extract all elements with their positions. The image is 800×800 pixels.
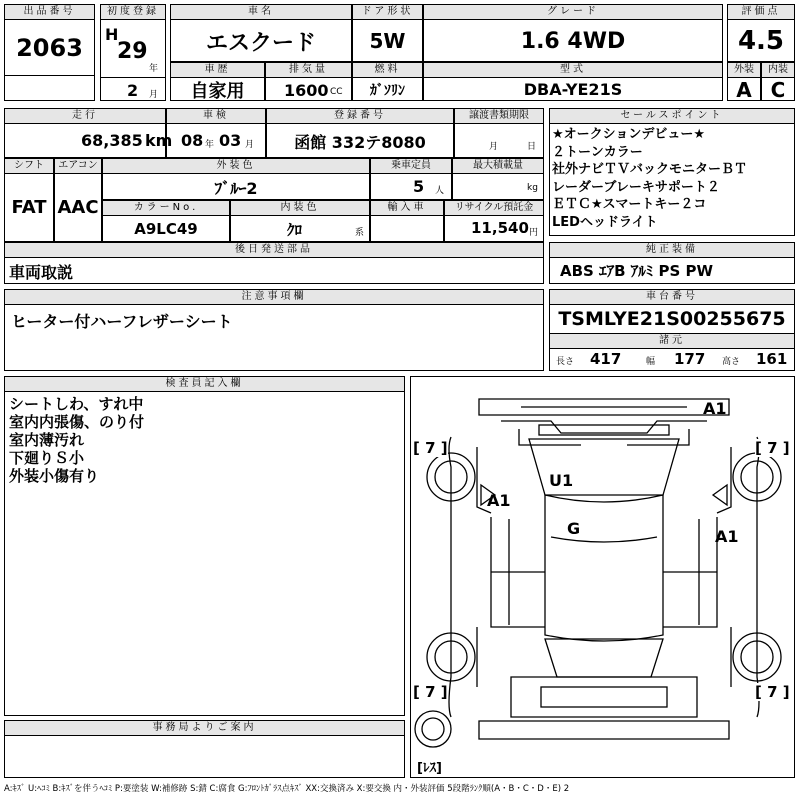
first-reg-label: 初度登録 [101,5,165,20]
door-label: ドア形状 [353,5,422,20]
int-color: ｸﾛ [287,221,303,239]
lot-box [4,4,95,101]
inspector-label: 検査員記入欄 [5,377,404,392]
displacement-box [265,62,352,101]
transfer-label: 譲渡書類期限 [455,109,543,124]
fuel-label: 燃料 [353,63,422,78]
km-unit: km [145,131,173,150]
grade: 1.6 4WD [520,28,626,54]
length-label: 長さ [556,357,575,367]
transfer-day: 日 [527,142,537,152]
score-label: 評価点 [728,5,794,20]
int-color-box [230,200,370,242]
legend: A:ｷｽﾞ U:ﾍｺﾐ B:ｷｽﾞを伴うﾍｺﾐ P:要塗装 W:補修跡 S:錆 C:腐食 G:ﾌﾛﾝﾄｶﾞﾗｽ点ｷｽﾞ XX:交換済み X:要交換 内・外装評価 5段階ﾗﾝｸ順(A・B・C・D・E) 2 [4,784,570,794]
mileage: 68,385 [81,131,143,150]
int-box [761,62,795,101]
era: H [105,25,119,44]
capacity-box [370,158,452,200]
insp-month-unit: 月 [245,140,255,150]
inspection-box [166,108,266,158]
chassis-number: TSMLYE21S00255675 [558,308,786,330]
displacement: 1600 [284,81,329,100]
transfer-box [454,108,544,158]
chassis-label: 車台番号 [550,290,794,305]
sales-box [549,108,795,236]
notes: ヒーター付ハーフレザーシート [11,312,233,331]
spare-tire: [ﾚｽ] [417,761,442,776]
car-outline-icon [411,377,796,779]
door-type: 5W [369,29,406,53]
width-label: 幅 [646,357,656,367]
load-label: 最大積載量 [453,159,543,174]
later-parts-box [4,242,544,284]
height-label: 高さ [722,357,741,367]
inspection-label: 車検 [167,109,265,124]
inspector-note: シートしわ、すれ中 [9,395,144,413]
notes-box [4,289,544,371]
width: 177 [674,350,706,368]
later-parts: 車両取説 [9,263,74,282]
shift-box [4,158,54,242]
shift-label: シフト [5,159,53,174]
load-unit: kg [527,183,538,193]
office-box [4,720,405,778]
score-box [727,4,795,62]
fuel-box [352,62,423,101]
recycle-fee: 11,540 [471,219,529,237]
damage-u1-hood: U1 [549,471,574,490]
month-unit: 月 [149,90,159,100]
insp-month: 03 [219,131,242,150]
damage-a1-left: A1 [487,491,511,510]
score: 4.5 [737,26,785,56]
reg-month: 2 [127,81,139,100]
tire-rear-left: [ 7 ] [413,683,448,701]
first-reg-box [100,4,166,101]
reg-year: 29 [117,39,148,64]
fuel: ｶﾞｿﾘﾝ [370,82,405,99]
shift: FAT [11,196,47,218]
sales-point: ２トーンカラー [552,144,643,160]
equipment: ABS ｴｱB ｱﾙﾐ PS PW [560,262,714,280]
car-name-box [170,4,352,62]
sales-point: ＥＴＣ★スマートキー２コ [552,197,707,212]
sales-label: セールスポイント [550,109,794,124]
ext-label: 外装 [728,63,760,78]
inspector-note: 下廻りＳ小 [9,449,85,467]
tire-front-right: [ 7 ] [755,439,790,457]
load-box [452,158,544,200]
notes-label: 注意事項欄 [5,290,543,305]
tire-front-left: [ 7 ] [413,439,448,457]
recycle-label: リサイクル預託金 [445,201,543,216]
inspector-note: 室内薄汚れ [9,431,85,449]
import-box [370,200,444,242]
capacity-label: 乗車定員 [371,159,451,174]
ext-box [727,62,761,101]
cc-unit: CC [330,87,343,97]
year-unit: 年 [149,64,159,74]
grade-label: グレード [424,5,722,20]
grade-box [423,4,723,62]
sales-point: LEDヘッドライト [552,214,658,230]
door-box [352,4,423,62]
int-label: 内装 [762,63,794,78]
damage-a1-front: A1 [703,399,727,418]
equipment-label: 純正装備 [550,243,794,258]
ac: AAC [57,196,99,218]
color-label: 外装色 [103,159,369,174]
color-no-box [102,200,230,242]
mileage-label: 走行 [5,109,165,124]
recycle-box [444,200,544,242]
int-grade: C [770,77,786,102]
sales-point: レーダーブレーキサポート２ [552,179,720,195]
model-box [423,62,723,101]
plate-box [266,108,454,158]
yen-unit: 円 [529,228,539,238]
dims-label: 諸元 [550,333,794,349]
damage-g-glass: G [567,519,581,538]
insp-year-unit: 年 [205,140,215,150]
equipment-box [549,242,795,284]
model: DBA-YE21S [523,80,623,99]
int-color-suffix: 系 [355,228,365,238]
inspector-box [4,376,405,716]
color-box [102,158,370,200]
plate: 函館 332テ8080 [294,132,426,152]
length: 417 [590,350,622,368]
plate-label: 登録番号 [267,109,453,124]
later-parts-label: 後日発送部品 [5,243,543,258]
lot-label: 出品番号 [5,5,94,20]
insp-year: 08 [181,131,204,150]
ac-box [54,158,102,242]
displacement-label: 排気量 [266,63,351,78]
office-label: 事務局よりご案内 [5,721,404,736]
tire-rear-right: [ 7 ] [755,683,790,701]
color-no: A9LC49 [134,220,198,238]
history-label: 車歴 [171,63,264,78]
history: 自家用 [190,80,245,102]
chassis-box [549,289,795,371]
car-diagram [410,376,795,778]
sales-point: 社外ナビＴＶバックモニターＢＴ [552,162,748,177]
sales-point: ★オークションデビュー★ [552,127,706,142]
car-name-label: 車名 [171,5,351,20]
car-name: エスクード [205,30,316,56]
history-box [170,62,265,101]
capacity-unit: 人 [435,186,445,196]
ac-label: エアコン [55,159,101,174]
ext-grade: A [736,77,752,102]
capacity: 5 [413,177,425,196]
lot-number: 2063 [5,20,94,76]
import-label: 輸入車 [371,201,443,216]
height: 161 [756,350,788,368]
inspector-note: 室内内張傷、のり付 [9,413,145,431]
inspector-note: 外装小傷有り [9,467,100,485]
color-no-label: カラーNo. [103,201,229,216]
mileage-box [4,108,173,158]
color: ﾌﾞﾙｰ2 [214,178,258,198]
transfer-month: 月 [489,142,499,152]
int-color-label: 内装色 [231,201,369,216]
damage-a1-right: A1 [715,527,739,546]
model-label: 型式 [424,63,722,78]
